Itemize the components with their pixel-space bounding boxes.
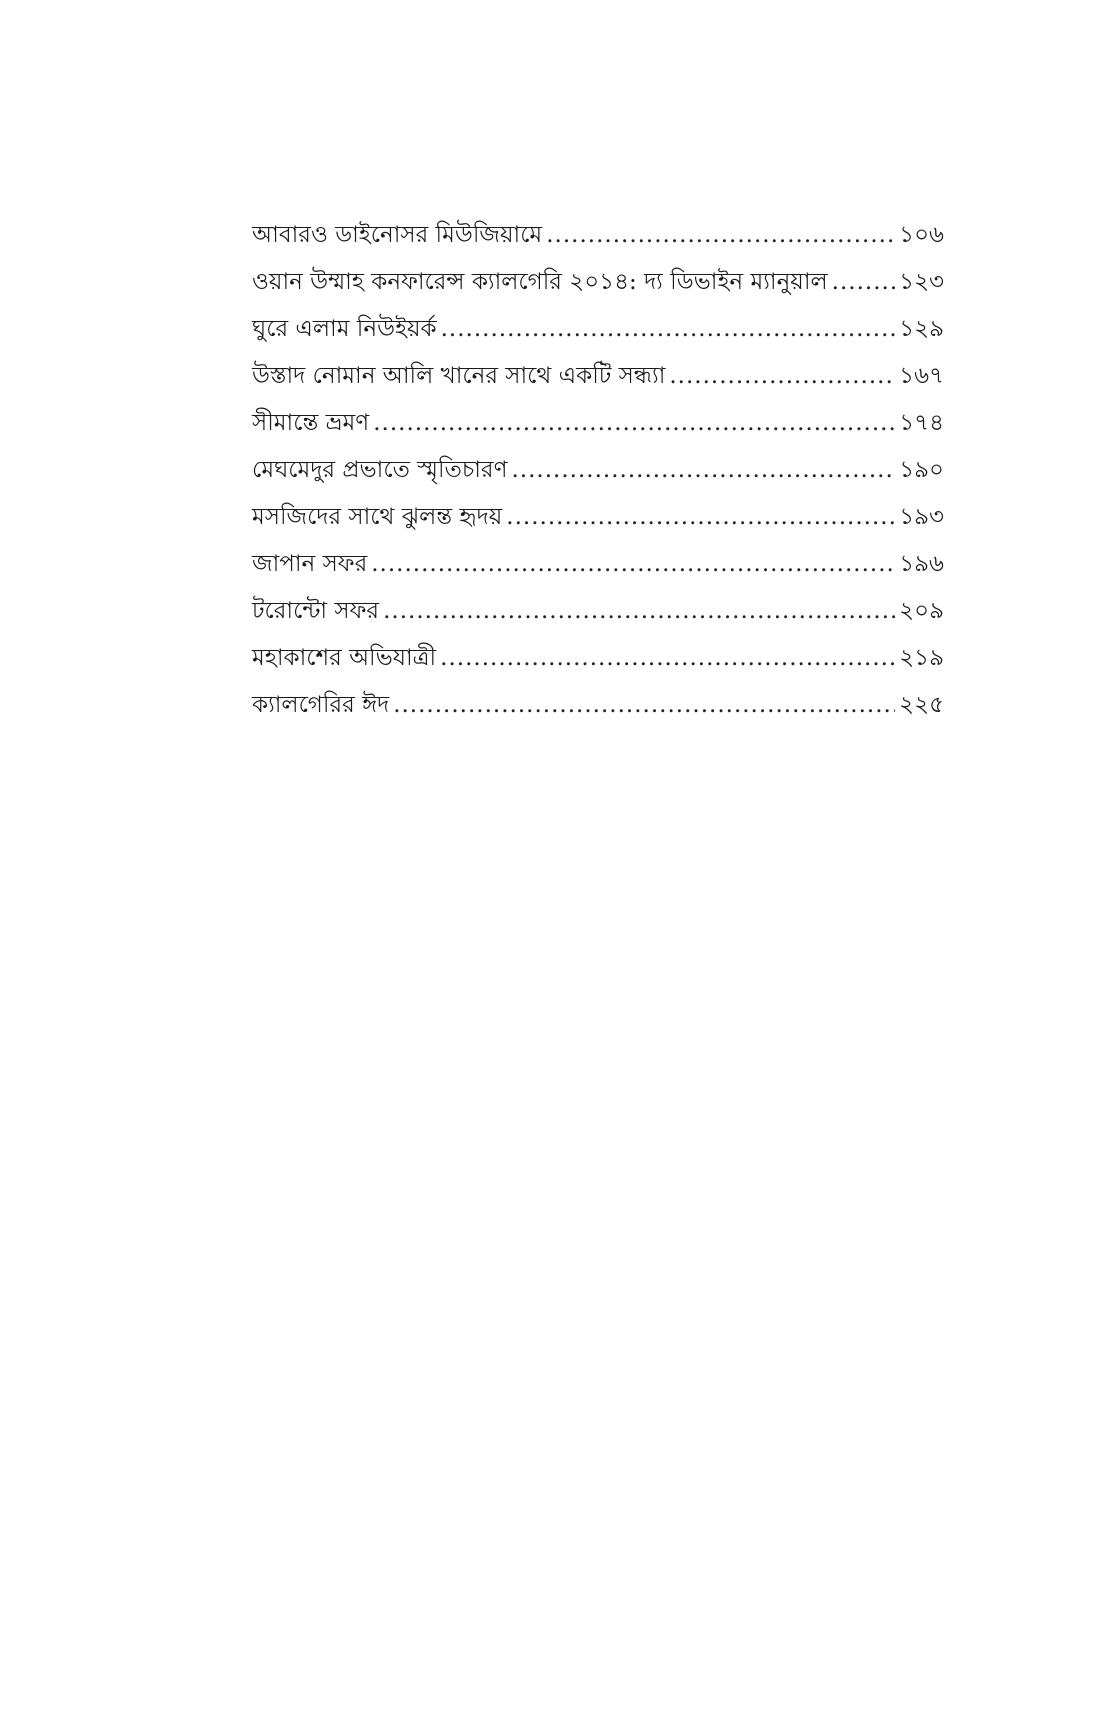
toc-entry-title: টরোন্টো সফর — [252, 598, 380, 624]
toc-entry — [252, 212, 944, 259]
toc-entry-page: ১৬৭ — [899, 363, 944, 389]
toc-dot-leader — [669, 353, 895, 400]
toc-entry-page: ১২৩ — [899, 269, 944, 295]
toc-entry-title: সীমান্তে ভ্রমণ — [252, 410, 370, 436]
toc-entry-page: ২১৯ — [899, 645, 944, 671]
toc-dot-leader — [393, 682, 895, 729]
toc-entry — [252, 588, 944, 635]
toc-dot-leader — [511, 447, 895, 494]
toc-dot-leader — [832, 259, 895, 306]
toc-entry — [252, 306, 944, 353]
toc-entry-page: ১৯৬ — [899, 551, 944, 577]
toc-dot-leader — [371, 541, 895, 588]
toc-entry-title: মহাকাশের অভিযাত্রী — [252, 645, 437, 671]
toc-dot-leader — [440, 635, 895, 682]
toc-dot-leader — [383, 588, 895, 635]
toc-entry-title: উস্তাদ নোমান আলি খানের সাথে একটি সন্ধ্যা — [252, 363, 666, 389]
toc-entry-title: জাপান সফর — [252, 551, 368, 577]
toc-entry-page: ১৯৩ — [899, 504, 944, 530]
toc-dot-leader — [506, 494, 895, 541]
toc-dot-leader — [373, 400, 895, 447]
toc-entry-title: মসজিদের সাথে ঝুলন্ত হৃদয় — [252, 504, 503, 530]
toc-entry-page: ১৭৪ — [899, 410, 944, 436]
toc-entry-title: ঘুরে এলাম নিউইয়র্ক — [252, 316, 437, 342]
toc-entry — [252, 447, 944, 494]
toc-entry — [252, 353, 944, 400]
toc-entry-title: ক্যালগেরির ঈদ — [252, 692, 390, 718]
toc-entry-page: ২২৫ — [899, 692, 944, 718]
toc-entry-title: আবারও ডাইনোসর মিউজিয়ামে — [252, 222, 543, 248]
toc-entry — [252, 259, 944, 306]
toc-entry-page: ২০৯ — [899, 598, 944, 624]
toc-entry — [252, 682, 944, 729]
toc-entry-page: ১২৯ — [899, 316, 944, 342]
toc-entry — [252, 635, 944, 682]
toc-entry-title: ওয়ান উম্মাহ কনফারেন্স ক্যালগেরি ২০১৪: দ্য ডিভাইন ম্যানুয়াল — [252, 269, 828, 295]
toc-entry — [252, 494, 944, 541]
toc-entry — [252, 400, 944, 447]
toc-dot-leader — [441, 306, 896, 353]
toc-entry-page: ১৯০ — [899, 457, 944, 483]
toc-entry — [252, 541, 944, 588]
table-of-contents — [252, 212, 944, 729]
toc-entry-page: ১০৬ — [899, 222, 944, 248]
toc-dot-leader — [546, 212, 895, 259]
toc-entry-title: মেঘমেদুর প্রভাতে স্মৃতিচারণ — [252, 457, 508, 483]
